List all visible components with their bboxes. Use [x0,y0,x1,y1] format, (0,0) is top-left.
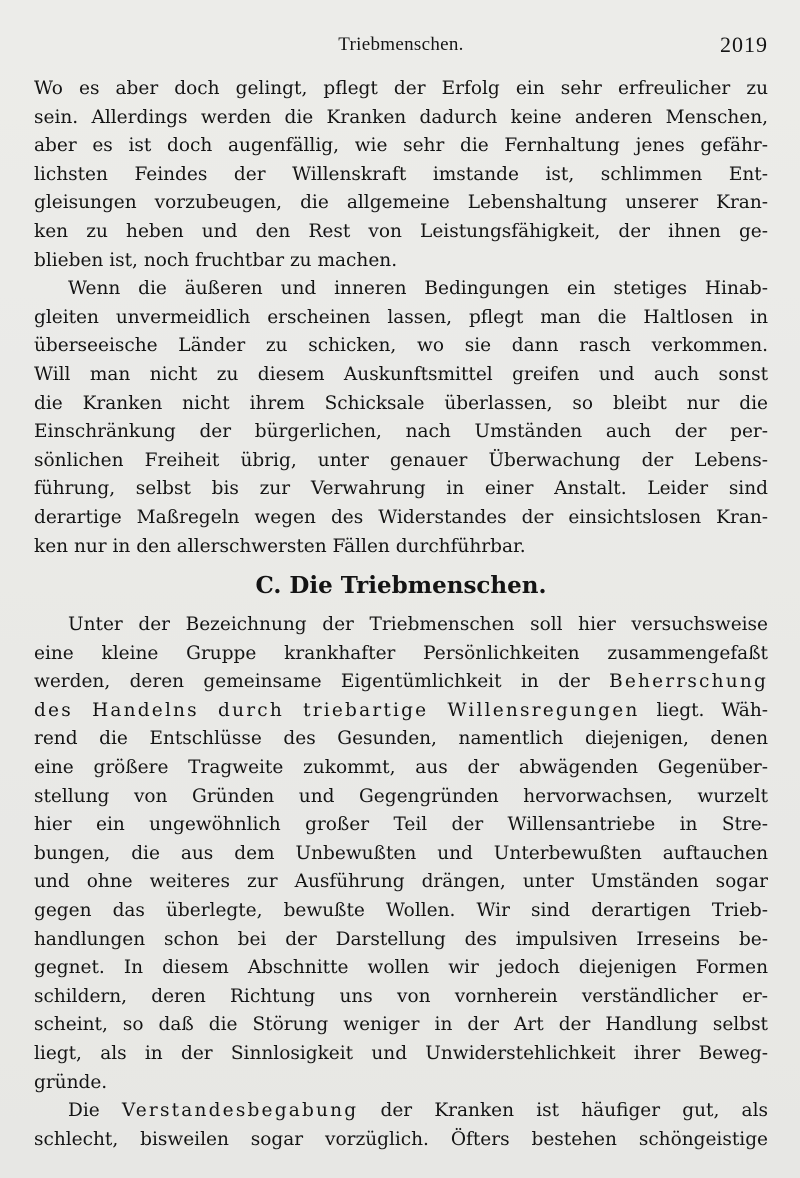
text-line: Unter der Bezeichnung der Triebmenschen soll hier versuchsweise [68,614,768,636]
text-line: rend die Entschlüsse des Gesunden, namentlich diejenigen, denen [34,728,768,750]
running-title: Triebmenschen. [338,34,464,55]
text-line: gründe. [34,1071,108,1093]
text-line: derartige Maßregeln wegen des Widerstandes der einsichtslosen Kran- [34,506,768,528]
emphasized-text: des Handelns durch triebartige Willensregungen [34,699,640,721]
page-number: 2019 [720,32,768,57]
text-line: gegen das überlegte, bewußte Wollen. Wir sind derartigen Trieb- [34,900,768,922]
section-heading: C. Die Triebmenschen. [255,572,547,600]
text-segment: liegt. Wäh- [639,699,768,721]
text-line: eine kleine Gruppe krankhafter Persönlichkeiten zusammengefaßt [34,642,768,664]
text-line: aber es ist doch augenfällig, wie sehr die Fernhaltung jenes gefähr- [34,135,768,157]
text-line: gleiten unvermeidlich erscheinen lassen, pflegt man die Haltlosen in [34,306,768,328]
text-line: hier ein ungewöhnlich großer Teil der Willensantriebe in Stre- [34,814,768,836]
text-line: blieben ist, noch fruchtbar zu machen. [34,249,398,271]
text-line: überseeische Länder zu schicken, wo sie dann rasch verkommen. [34,335,768,357]
text-line [34,668,768,697]
text-line: bungen, die aus dem Unbewußten und Unterbewußten auftauchen [34,842,768,864]
text-line: eine größere Tragweite zukommt, aus der abwägenden Gegenüber- [34,757,768,779]
emphasized-text: Verstandesbegabung [121,1100,359,1122]
paragraph [34,1097,768,1154]
text-line: sönlichen Freiheit übrig, unter genauer Überwachung der Lebens- [34,449,768,471]
text-line: Wo es aber doch gelingt, pflegt der Erfolg ein sehr erfreulicher zu [34,78,768,99]
text-line: sein. Allerdings werden die Kranken dadurch keine anderen Menschen, [34,106,768,128]
text-line: gegnet. In diesem Abschnitte wollen wir jedoch diejenigen Formen [34,957,768,979]
body-text [34,75,768,1154]
text-segment: der Kranken ist häufiger gut, als [358,1100,768,1122]
text-line: handlungen schon bei der Darstellung des impulsiven Irreseins be- [34,928,768,950]
text-line: die Kranken nicht ihrem Schicksale überlassen, so bleibt nur die [34,392,768,414]
text-segment: werden, deren gemeinsame Eigentümlichkeit in der [34,671,610,693]
paragraph [34,75,768,275]
text-line [34,697,768,726]
text-line: Will man nicht zu diesem Auskunftsmittel greifen und auch sonst [34,363,768,385]
text-line: liegt, als in der Sinnlosigkeit und Unwiderstehlichkeit ihrer Beweg- [34,1043,768,1064]
text-line: ken nur in den allerschwersten Fällen durchführbar. [34,535,526,557]
paragraph [34,611,768,1097]
text-line: stellung von Gründen und Gegengründen hervorwachsen, wurzelt [34,785,768,807]
emphasized-text: Beherrschung [609,671,768,693]
text-line: führung, selbst bis zur Verwahrung in einer Anstalt. Leider sind [34,478,768,500]
text-line: gleisungen vorzubeugen, die allgemeine Lebenshaltung unserer Kran- [34,192,768,214]
paragraph [34,275,768,561]
text-line: Wenn die äußeren und inneren Bedingungen ein stetiges Hinab- [68,278,768,300]
text-segment: Die [68,1100,122,1122]
text-line: scheint, so daß die Störung weniger in der Art der Handlung selbst [34,1014,768,1036]
text-line: ken zu heben und den Rest von Leistungsfähigkeit, der ihnen ge- [34,220,768,242]
text-line: schlecht, bisweilen sogar vorzüglich. Öfters bestehen schöngeistige [34,1128,768,1150]
page-header [34,30,768,58]
text-line: Einschränkung der bürgerlichen, nach Umständen auch der per- [34,421,768,443]
text-line: lichsten Feindes der Willenskraft imstande ist, schlimmen Ent- [34,163,768,185]
text-line: schildern, deren Richtung uns von vornherein verständlicher er- [34,985,768,1007]
text-line [34,1097,768,1126]
text-line: und ohne weiteres zur Ausführung drängen, unter Umständen sogar [34,871,768,893]
